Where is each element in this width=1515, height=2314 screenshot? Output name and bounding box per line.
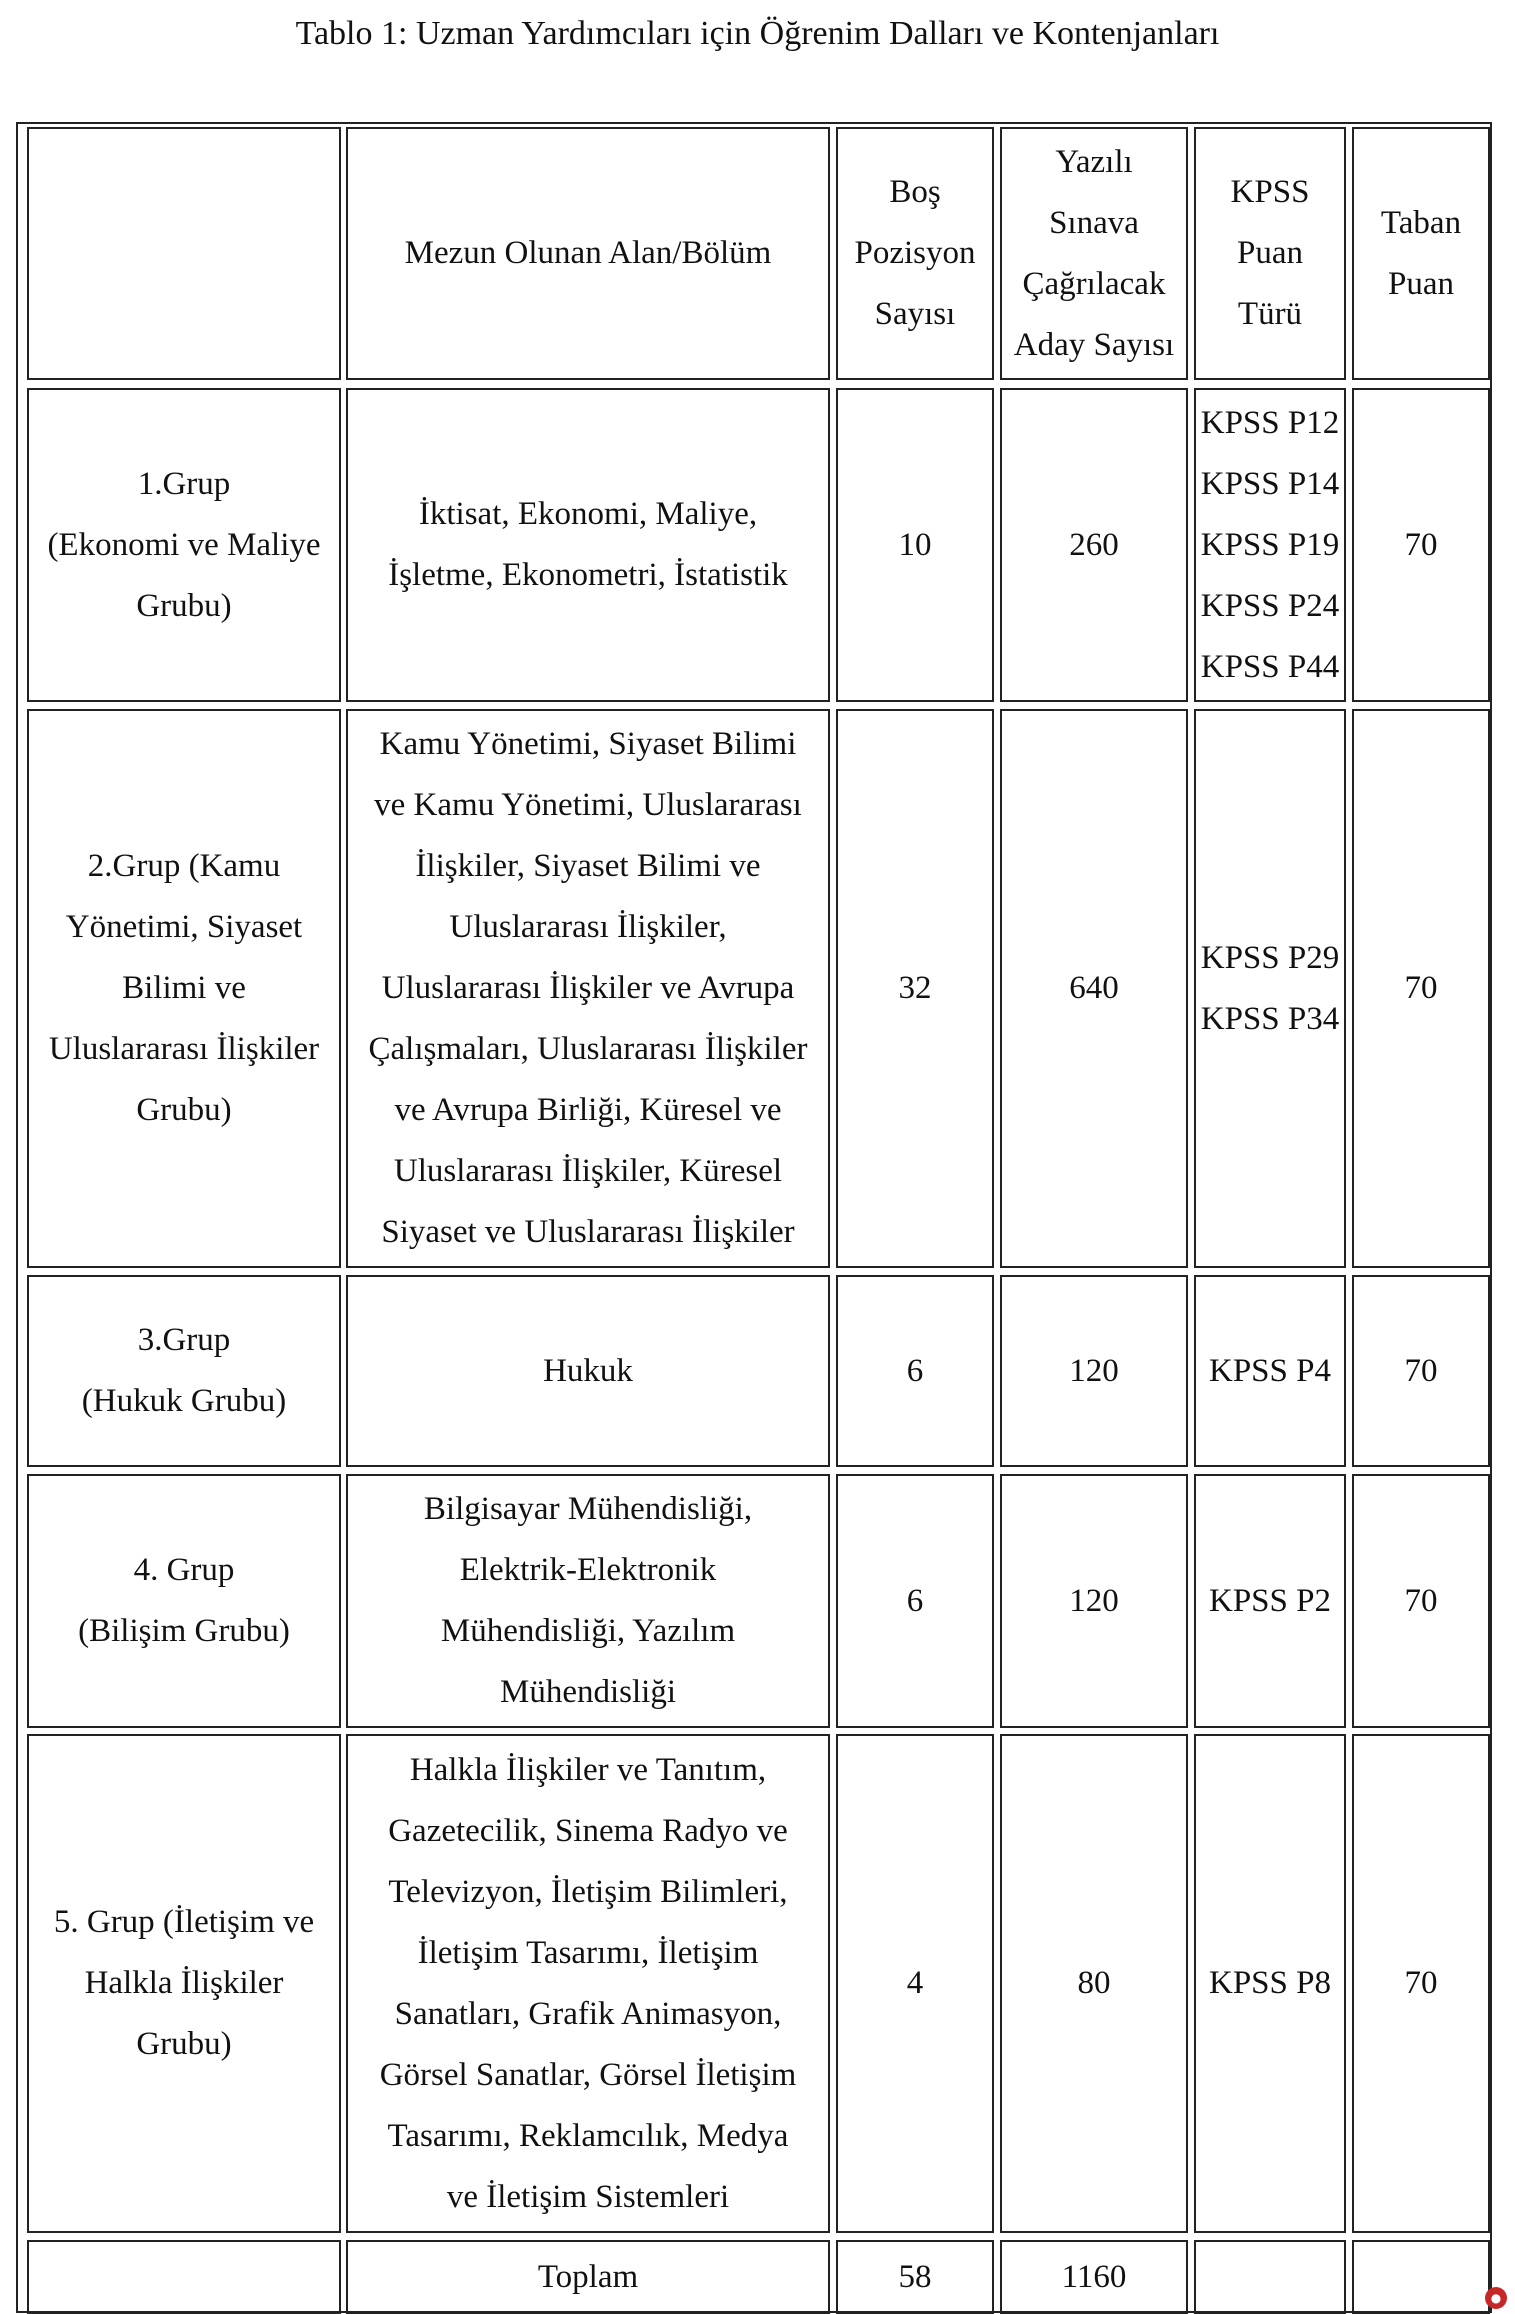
row-4-taban-text: 70 — [1404, 1582, 1438, 1619]
header-yazili-text: Aday Sayısı — [1013, 326, 1175, 363]
header-kpss-text: Türü — [1237, 296, 1303, 332]
header-taban-cell — [1352, 127, 1490, 380]
row-3-yazili-text: 120 — [1069, 1352, 1119, 1389]
row-5-alan-text: İletişim Tasarımı, İletişim — [417, 1934, 759, 1971]
table-title: Tablo 1: Uzman Yardımcıları için Öğrenim Dalları ve Kontenjanları — [295, 15, 1220, 52]
row-2-taban-cell — [1352, 709, 1490, 1268]
row-1-yazili-cell — [1000, 388, 1188, 702]
row-4-kpss-cell — [1194, 1474, 1346, 1728]
row-5-alan-text: Halkla İlişkiler ve Tanıtım, — [409, 1751, 767, 1788]
header-bos-text: Sayısı — [874, 296, 956, 332]
row-2-grup-cell — [27, 709, 341, 1268]
row-4-bos-text: 6 — [906, 1582, 924, 1619]
row-2-alan-text: Uluslararası İlişkiler, — [449, 909, 727, 945]
row-5-alan-text: Görsel Sanatlar, Görsel İletişim — [379, 2056, 797, 2093]
row-2-grup-text: Yönetimi, Siyaset — [65, 909, 303, 945]
total-row-alan-cell — [346, 2240, 830, 2314]
header-kpss-cell — [1194, 127, 1346, 380]
total-row-taban-cell — [1352, 2240, 1490, 2314]
row-2-grup-text: Uluslararası İlişkiler — [48, 1031, 320, 1067]
header-taban-text: Taban — [1380, 204, 1462, 241]
row-2-alan-text: Uluslararası İlişkiler, Küresel — [393, 1153, 783, 1189]
row-5-kpss-cell — [1194, 1734, 1346, 2233]
total-row-alan-text: Toplam — [537, 2258, 639, 2295]
total-row-bos-cell — [836, 2240, 994, 2314]
row-2-kpss-cell — [1194, 709, 1346, 1268]
row-5-alan-text: Tasarımı, Reklamcılık, Medya — [387, 2117, 789, 2154]
row-4-grup-text: (Bilişim Grubu) — [78, 1613, 290, 1649]
row-5-kpss-text: KPSS P8 — [1209, 1965, 1331, 2001]
row-5-grup-text: Grubu) — [136, 2026, 232, 2062]
total-row-kpss-cell — [1194, 2240, 1346, 2314]
row-1-taban-cell — [1352, 388, 1490, 702]
row-2-alan-text: Siyaset ve Uluslararası İlişkiler — [381, 1214, 795, 1250]
row-1-alan-text: İktisat, Ekonomi, Maliye, — [418, 496, 758, 532]
row-5-bos-cell — [836, 1734, 994, 2233]
row-2-grup-text: 2.Grup (Kamu — [87, 848, 281, 884]
row-1-kpss-cell — [1194, 388, 1346, 702]
row-4-yazili-text: 120 — [1069, 1582, 1119, 1619]
row-3-bos-text: 6 — [906, 1352, 924, 1389]
row-1-bos-text: 10 — [898, 526, 932, 563]
row-3-alan-text: Hukuk — [543, 1352, 633, 1389]
header-yazili-cell — [1000, 127, 1188, 380]
row-1-kpss-text: KPSS P24 — [1200, 587, 1340, 624]
header-alan-cell — [346, 127, 830, 380]
row-1-kpss-text: KPSS P14 — [1200, 465, 1340, 502]
row-5-yazili-text: 80 — [1077, 1965, 1111, 2001]
row-3-alan-cell — [346, 1275, 830, 1467]
row-2-alan-cell — [346, 709, 830, 1268]
row-1-grup-text: 1.Grup — [137, 465, 231, 502]
row-5-bos-text: 4 — [906, 1965, 924, 2001]
row-4-alan-text: Elektrik-Elektronik — [459, 1552, 717, 1588]
row-2-yazili-cell — [1000, 709, 1188, 1268]
row-2-alan-text: ve Kamu Yönetimi, Uluslararası — [374, 787, 802, 823]
row-1-alan-text: İşletme, Ekonometri, İstatistik — [388, 557, 788, 593]
row-1-taban-text: 70 — [1404, 526, 1438, 563]
row-2-grup-text: Bilimi ve — [122, 970, 246, 1006]
row-5-alan-text: Sanatları, Grafik Animasyon, — [394, 1995, 782, 2032]
row-3-grup-text: (Hukuk Grubu) — [81, 1383, 287, 1419]
row-4-yazili-cell — [1000, 1474, 1188, 1728]
row-3-kpss-text: KPSS P4 — [1209, 1352, 1331, 1389]
header-yazili-text: Çağrılacak — [1022, 265, 1166, 302]
row-5-alan-text: ve İletişim Sistemleri — [446, 2178, 730, 2215]
row-3-grup-cell — [27, 1275, 341, 1467]
row-5-grup-text: 5. Grup (İletişim ve — [53, 1904, 315, 1940]
row-1-kpss-text: KPSS P19 — [1200, 526, 1340, 563]
row-2-grup-text: Grubu) — [136, 1092, 232, 1128]
row-2-alan-text: İlişkiler, Siyaset Bilimi ve — [415, 848, 761, 884]
row-5-grup-text: Halkla İlişkiler — [84, 1965, 284, 2001]
row-5-grup-cell — [27, 1734, 341, 2233]
row-4-bos-cell — [836, 1474, 994, 1728]
header-bos-cell — [836, 127, 994, 380]
row-1-grup-cell — [27, 388, 341, 702]
total-row-grup-cell — [27, 2240, 341, 2314]
total-row-yazili-text: 1160 — [1061, 2258, 1127, 2295]
row-3-kpss-cell — [1194, 1275, 1346, 1467]
row-4-alan-text: Mühendisliği — [499, 1674, 676, 1710]
header-alan-text: Mezun Olunan Alan/Bölüm — [404, 235, 772, 271]
row-1-kpss-text: KPSS P12 — [1200, 404, 1340, 441]
row-1-bos-cell — [836, 388, 994, 702]
header-yazili-text: Yazılı — [1055, 143, 1133, 180]
row-5-yazili-cell — [1000, 1734, 1188, 2233]
row-4-alan-text: Bilgisayar Mühendisliği, — [423, 1491, 753, 1527]
row-3-bos-cell — [836, 1275, 994, 1467]
row-4-grup-text: 4. Grup — [133, 1552, 235, 1588]
row-2-yazili-text: 640 — [1069, 970, 1119, 1006]
row-1-grup-text: (Ekonomi ve Maliye — [47, 526, 321, 563]
row-4-kpss-text: KPSS P2 — [1209, 1582, 1331, 1619]
row-2-alan-text: ve Avrupa Birliği, Küresel ve — [394, 1092, 782, 1128]
header-bos-text: Boş — [889, 174, 941, 210]
row-2-kpss-text: KPSS P34 — [1200, 1000, 1340, 1037]
header-taban-text: Puan — [1388, 265, 1454, 302]
row-5-alan-text: Gazetecilik, Sinema Radyo ve — [388, 1812, 788, 1849]
row-1-alan-cell — [346, 388, 830, 702]
watermark-logo-icon: ● — [1485, 2287, 1507, 2309]
total-row-bos-text: 58 — [898, 2258, 932, 2295]
header-bos-text: Pozisyon — [854, 235, 976, 271]
header-kpss-text: Puan — [1236, 235, 1303, 271]
row-2-kpss-text: KPSS P29 — [1200, 939, 1340, 976]
row-5-alan-text: Televizyon, İletişim Bilimleri, — [388, 1873, 788, 1910]
row-1-yazili-text: 260 — [1069, 526, 1119, 563]
header-grup-cell — [27, 127, 341, 380]
row-2-bos-text: 32 — [898, 970, 932, 1006]
row-2-alan-text: Uluslararası İlişkiler ve Avrupa — [381, 970, 795, 1006]
row-5-taban-cell — [1352, 1734, 1490, 2233]
row-2-alan-text: Çalışmaları, Uluslararası İlişkiler — [368, 1031, 808, 1067]
header-yazili-text: Sınava — [1049, 204, 1139, 241]
row-1-kpss-text: KPSS P44 — [1200, 648, 1340, 685]
row-4-alan-text: Mühendisliği, Yazılım — [440, 1613, 736, 1649]
total-row-yazili-cell — [1000, 2240, 1188, 2314]
row-3-taban-text: 70 — [1404, 1352, 1438, 1389]
row-3-grup-text: 3.Grup — [137, 1322, 231, 1358]
row-3-taban-cell — [1352, 1275, 1490, 1467]
row-5-alan-cell — [346, 1734, 830, 2233]
row-2-alan-text: Kamu Yönetimi, Siyaset Bilimi — [379, 726, 797, 762]
row-4-alan-cell — [346, 1474, 830, 1728]
row-5-taban-text: 70 — [1404, 1965, 1438, 2001]
row-4-grup-cell — [27, 1474, 341, 1728]
row-1-grup-text: Grubu) — [136, 587, 232, 624]
row-4-taban-cell — [1352, 1474, 1490, 1728]
row-2-bos-cell — [836, 709, 994, 1268]
row-2-taban-text: 70 — [1404, 970, 1438, 1006]
row-3-yazili-cell — [1000, 1275, 1188, 1467]
header-kpss-text: KPSS — [1230, 174, 1310, 210]
